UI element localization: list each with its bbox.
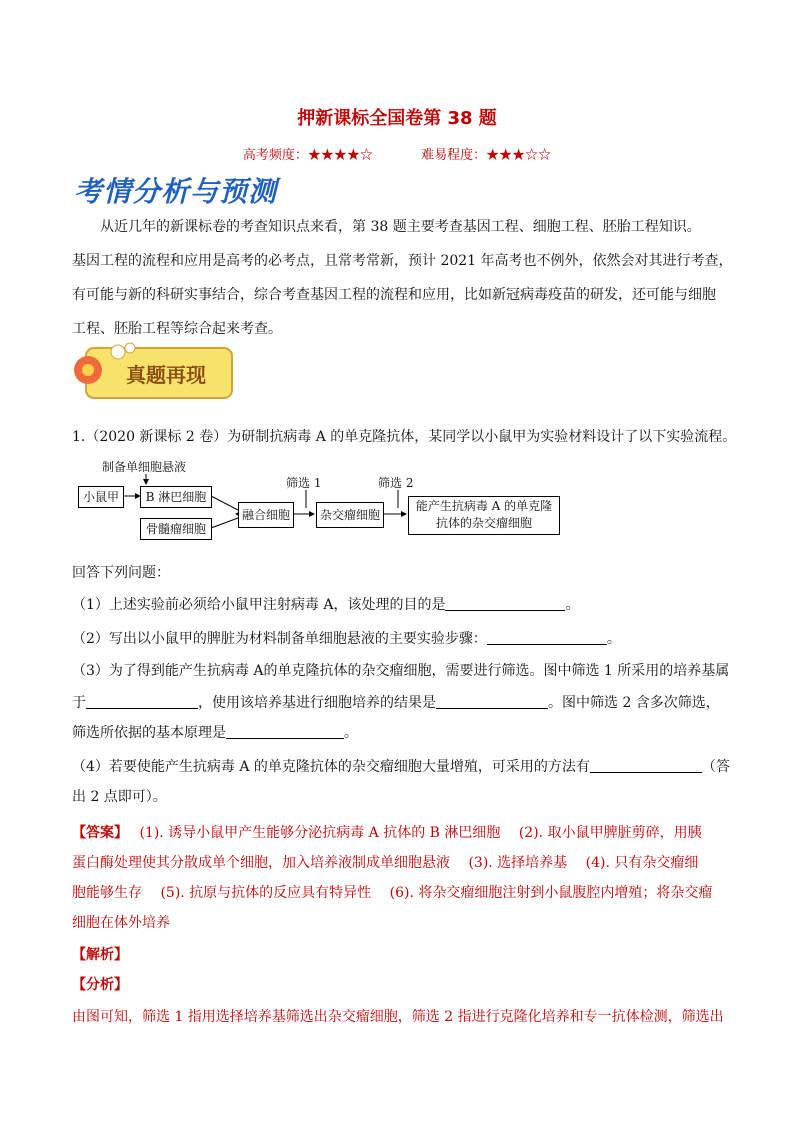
part-3-f: 。 (344, 725, 358, 741)
part-4-line-1 (72, 752, 742, 782)
part-2 (72, 624, 742, 654)
screen1-label: 筛选 1 (286, 476, 322, 490)
rating-row (0, 144, 794, 163)
analysis-tag: 【解析】 (72, 947, 128, 963)
part-4-a: （4）若要使能产生抗病毒 A 的单克隆抗体的杂交瘤细胞大量增殖，可采用的方法有 (72, 759, 590, 775)
part-3-b: 于 (72, 695, 86, 711)
part-2-end: 。 (606, 631, 621, 647)
difficulty-stars: ★★★☆☆ (486, 148, 552, 163)
part-1-text: （1）上述实验前必须给小鼠甲注射病毒 A，该处理的目的是 (72, 597, 446, 613)
part-3-c: ，使用该培养基进行细胞培养的结果是 (198, 695, 436, 711)
difficulty-label: 难易程度： (421, 148, 487, 163)
box-myeloma: 骨髓瘤细胞 (140, 518, 212, 540)
part-3-line-3 (72, 718, 742, 748)
fenxi-text: 由图可知，筛选 1 指用选择培养基筛选出杂交瘤细胞，筛选 2 指进行克隆化培养和专一抗体检测，筛选出 (72, 1009, 724, 1025)
intro-line-3: 有可能与新的科研实事结合，综合考查基因工程的流程和应用，比如新冠病毒疫苗的研发，还可能与细胞 (72, 287, 716, 303)
frequency-stars: ★★★★☆ (307, 148, 373, 163)
blank-4[interactable] (436, 692, 548, 709)
part-3-line-2 (72, 688, 742, 718)
fenxi-tag: 【分析】 (72, 977, 128, 993)
box-mouse: 小鼠甲 (78, 486, 124, 508)
intro-line-1: 从近几年的新课标卷的考查知识点来看，第 38 题主要考查基因工程、细胞工程、胚胎工程知识。 (100, 219, 701, 235)
blank-2[interactable] (487, 628, 607, 645)
banner-text: 真题再现 (126, 363, 206, 387)
screen2-label: 筛选 2 (378, 476, 414, 490)
blank-5[interactable] (226, 722, 344, 739)
part-2-text: （2）写出以小鼠甲的脾脏为材料制备单细胞悬液的主要实验步骤： (72, 631, 487, 647)
box-hybrid: 杂交瘤细胞 (316, 502, 384, 528)
answer-line-1 (72, 818, 742, 848)
answer-line-3: 胞能够生存 (5). 抗原与抗体的反应具有特异性 (6). 将杂交瘤细胞注射到小鼠腹腔内增殖；将杂交瘤 (72, 885, 713, 901)
final-line-1: 能产生抗病毒 A 的单克隆 (415, 499, 553, 513)
blank-3[interactable] (86, 692, 198, 709)
box-fusion: 融合细胞 (238, 502, 294, 528)
prep-label: 制备单细胞悬液 (102, 460, 187, 474)
question-stem: 1.（2020 新课标 2 卷）为研制抗病毒 A 的单克隆抗体，某同学以小鼠甲为实验材料设计了以下实验流程。 (72, 429, 737, 445)
part-1-end: 。 (565, 597, 580, 613)
answer-line-2: 蛋白酶处理使其分散成单个细胞，加入培养液制成单细胞悬液 (3). 选择培养基 (4). 只有杂交瘤细 (72, 855, 699, 871)
box-b-cell: B 淋巴细胞 (140, 486, 212, 508)
part-3-d: 。图中筛选 2 含多次筛选， (548, 695, 720, 711)
flow-diagram (78, 458, 568, 548)
part-4-b: （答 (701, 759, 730, 775)
frequency-label: 高考频度： (242, 148, 308, 163)
answer-text-1: (1). 诱导小鼠甲产生能够分泌抗病毒 A 抗体的 B 淋巴细胞 (2). 取小鼠甲脾脏剪碎，用胰 (139, 825, 702, 841)
blank-1[interactable] (445, 594, 565, 611)
answer-line-4: 细胞在体外培养 (72, 915, 170, 931)
part-4-line-2: 出 2 点即可）。 (72, 789, 167, 805)
zhenti-banner (66, 340, 236, 404)
part-3-e: 筛选所依据的基本原理是 (72, 725, 226, 741)
section-heading: 考情分析与预测 (74, 175, 278, 208)
prompt-text: 回答下列问题： (72, 565, 170, 581)
box-final (408, 496, 560, 535)
final-line-2: 抗体的杂交瘤细胞 (435, 516, 532, 530)
part-1 (72, 590, 742, 620)
part-3-line-1: （3）为了得到能产生抗病毒 A的单克隆抗体的杂交瘤细胞，需要进行筛选。图中筛选 1 所采用的培养基属 (72, 663, 730, 679)
answer-tag: 【答案】 (72, 825, 121, 841)
intro-line-4: 工程、胚胎工程等综合起来考查。 (72, 321, 282, 337)
blank-6[interactable] (590, 756, 702, 773)
intro-line-2: 基因工程的流程和应用是高考的必考点，且常考常新，预计 2021 年高考也不例外，依然会对其进行考查， (72, 253, 733, 269)
page-title: 押新课标全国卷第 38 题 (297, 108, 497, 129)
